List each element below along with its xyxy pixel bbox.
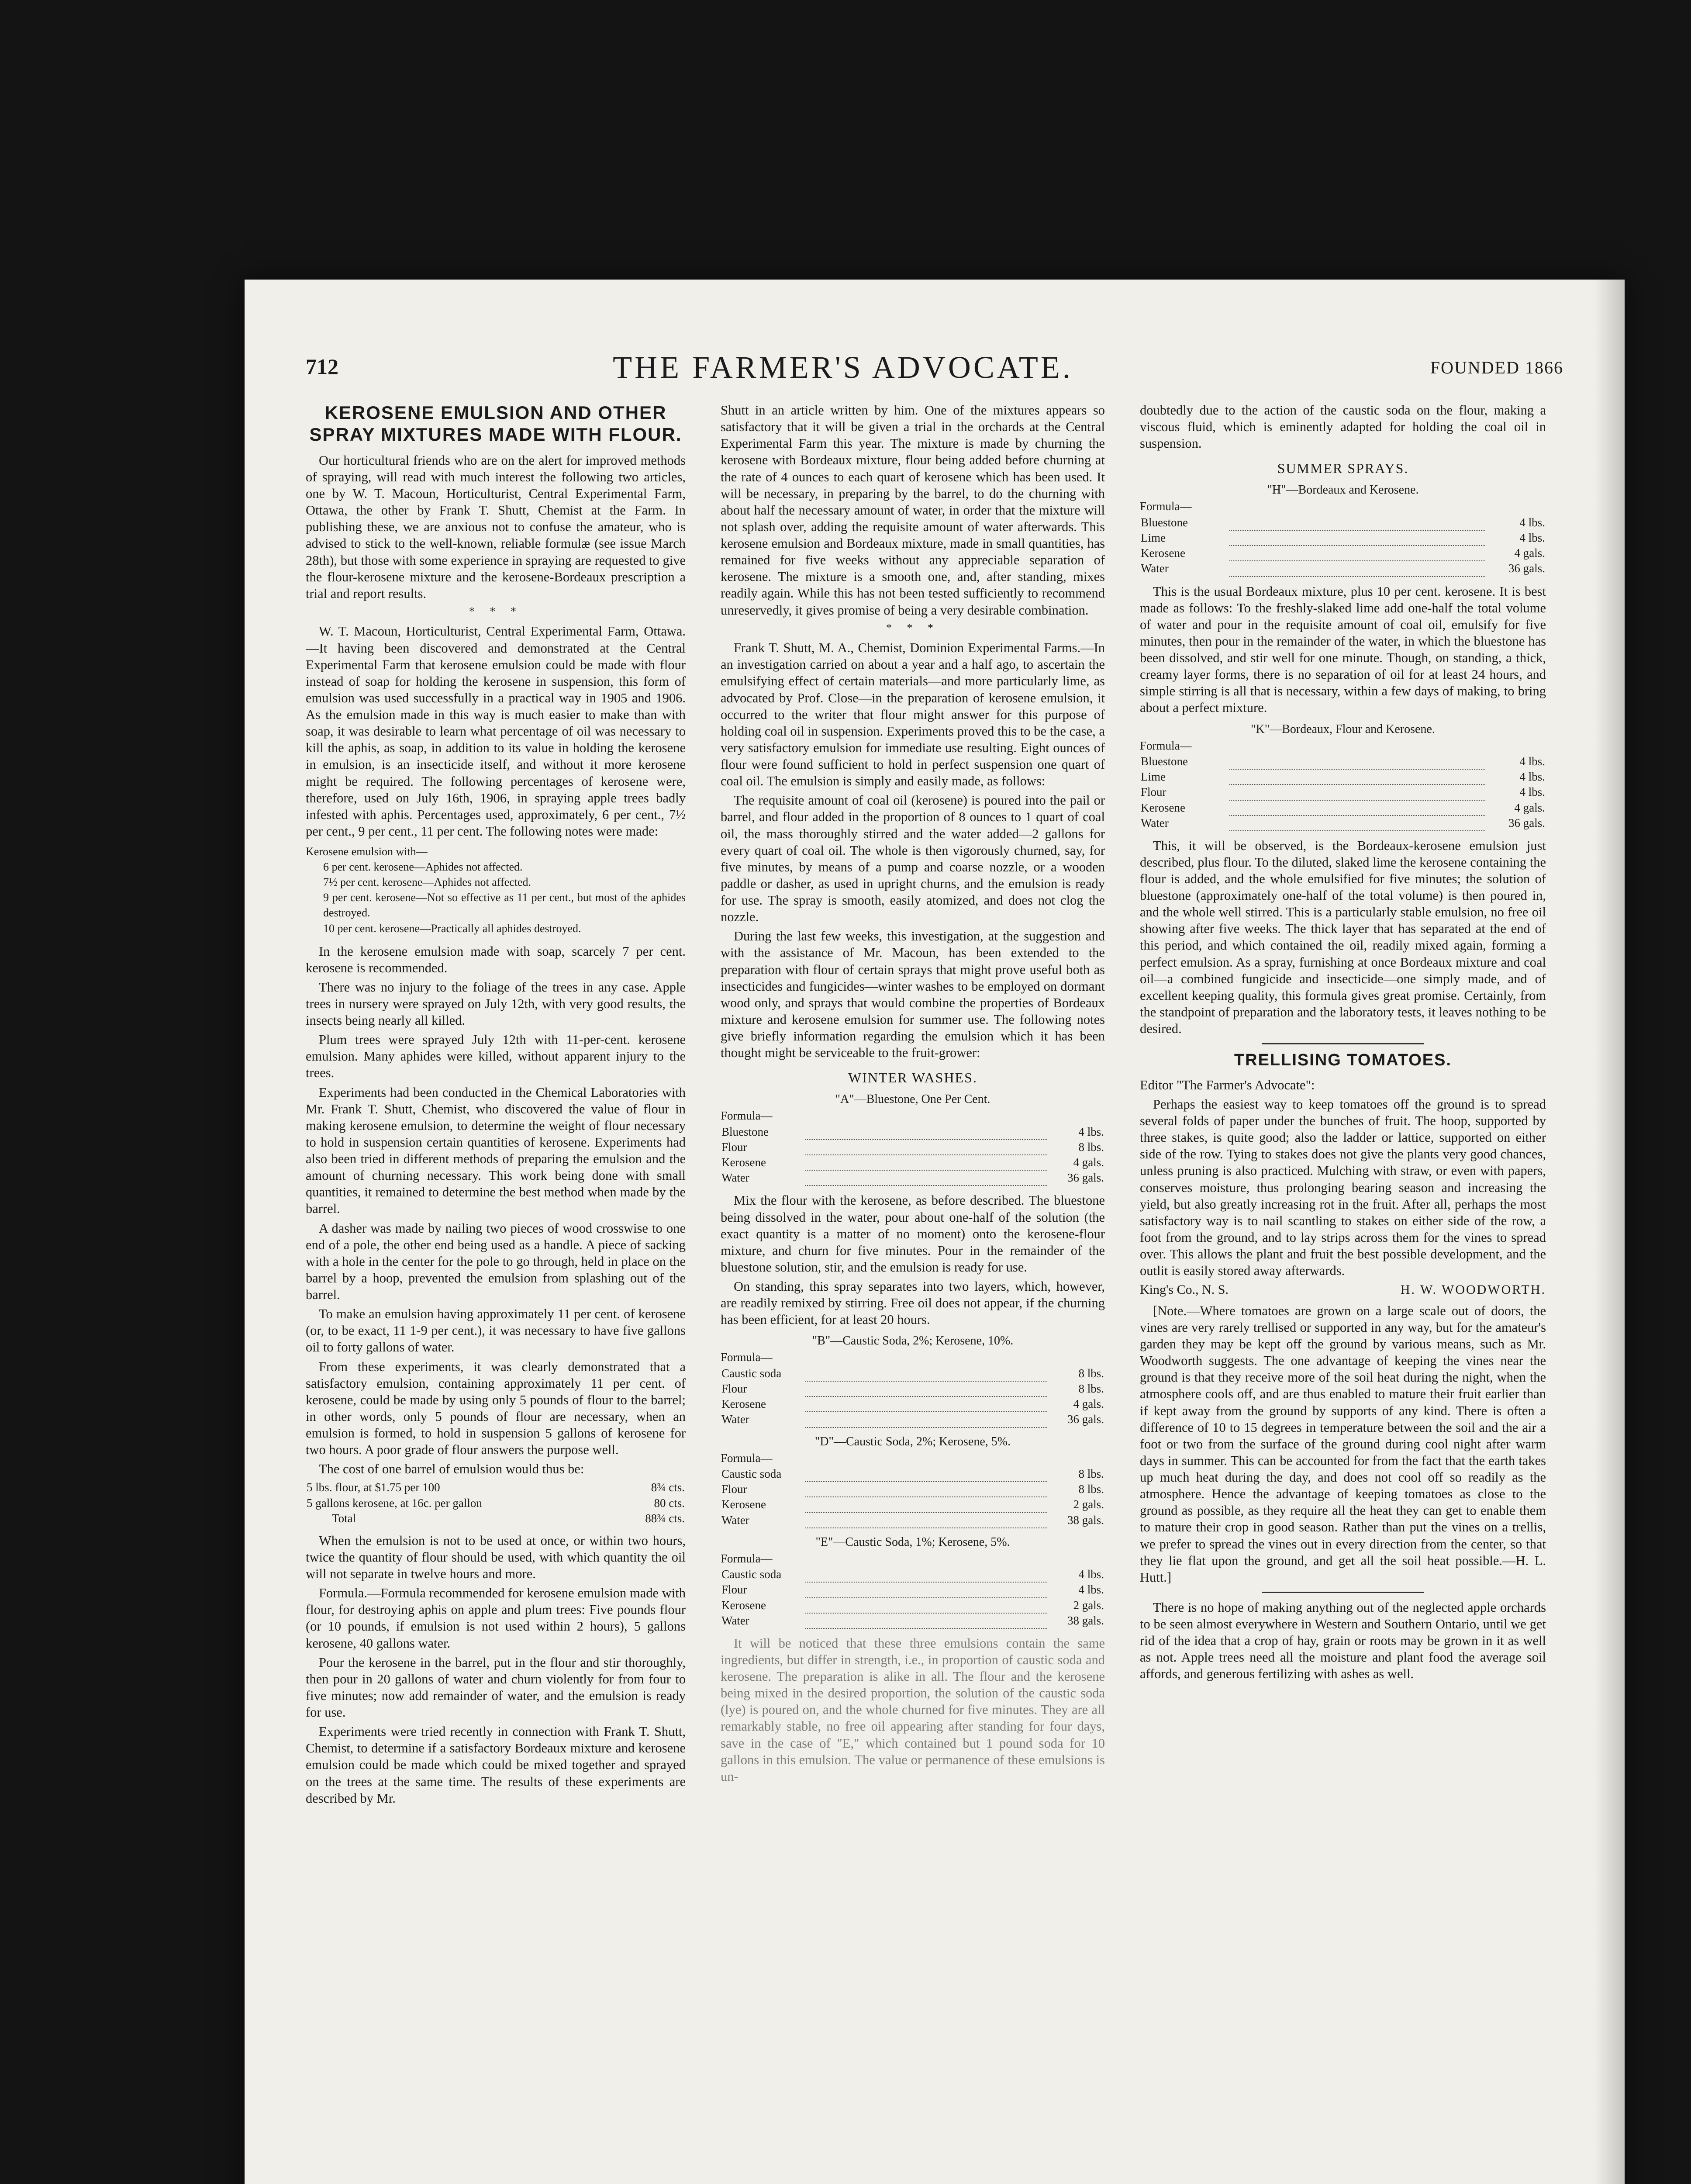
table-row — [721, 1598, 1105, 1613]
table-row — [721, 1412, 1105, 1427]
table-row — [721, 1497, 1105, 1512]
section-rule — [1262, 1592, 1424, 1593]
cost-item: Total — [332, 1511, 356, 1525]
cost-item: 5 gallons kerosene, at 16c. per gallon — [307, 1496, 482, 1510]
formula-e-table — [721, 1567, 1105, 1628]
formula-e-title: "E"—Caustic Soda, 1%; Kerosene, 5%. — [815, 1535, 1010, 1549]
ingredient-name: Kerosene — [721, 1598, 766, 1612]
leader-dots — [805, 1140, 1047, 1155]
formula-label: Formula— — [721, 1451, 773, 1465]
formula-label: Formula— — [1140, 739, 1192, 752]
table-row — [1140, 769, 1546, 784]
leader-dots — [805, 1482, 1047, 1497]
leader-dots — [805, 1598, 1047, 1613]
leader-dots — [1229, 561, 1485, 576]
intro-paragraph: Our horticultural friends who are on the alert for improved methods of spraying, will read with much interest the following two articles, one by W. T. Macoun, Horticulturist, Central Experimental Farm, Ottawa, the other by Frank T. Shutt, Chemist at the Farm. In publishing these, we are anxious not to confuse the amateur, who is advised to stick to the well-known, reliable formulæ (see issue March 28th), but those with some experience in spraying are requested to give the flour-kerosene mixture and the kerosene-Bordeaux prescription a trial and report results. — [306, 453, 686, 601]
table-row — [306, 1496, 686, 1511]
formula-label: Formula— — [721, 1109, 773, 1123]
cost-amount: 80 cts. — [654, 1496, 685, 1510]
ingredient-name: Flour — [1141, 785, 1166, 799]
section-separator: * * * — [886, 621, 939, 634]
page-edge-shadow — [1594, 280, 1625, 2184]
ingredient-name: Bluestone — [1141, 755, 1188, 768]
table-row — [721, 1582, 1105, 1597]
leader-dots — [805, 1613, 1047, 1628]
paragraph: Experiments had been conducted in the Chemical Laboratories with Mr. Frank T. Shutt, Chemist, who discovered the value of flour in making kerosene emulsion, to determine the weight of flour necessary to hold in suspension certain quantities of kerosene. Experiments had also been tried in different methods of preparing the emulsion and the amount of churning necessary. This work being done with small quantities, it remained to determine the best method when made by the barrel. — [306, 1085, 686, 1216]
paragraph: There is no hope of making anything out of the neglected apple orchards to be seen almost everywhere in Western and Southern Ontario, until we get rid of the idea that a crop of hay, grain or roots may be grown in it as well as not. Apple trees need all the moisture and plant food the average soil affords, and generous fertilizing with ashes as well. — [1140, 1600, 1546, 1682]
article-title-trellising: TRELLISING TOMATOES. — [1234, 1051, 1452, 1070]
ingredient-name: Kerosene — [721, 1397, 766, 1411]
leader-dots — [1229, 530, 1485, 546]
cost-item: 5 lbs. flour, at $1.75 per 100 — [307, 1481, 440, 1494]
section-rule — [1262, 1043, 1424, 1044]
ingredient-name: Flour — [721, 1382, 747, 1396]
column-2 — [721, 402, 1105, 2184]
table-row — [721, 1170, 1105, 1185]
leader-dots — [1229, 769, 1485, 784]
table-row — [721, 1366, 1105, 1381]
list-item: 7½ per cent. kerosene—Aphides not affected. — [323, 876, 531, 889]
page-header — [306, 349, 1563, 389]
table-row — [721, 1124, 1105, 1140]
ingredient-name: Caustic soda — [721, 1568, 782, 1581]
ingredient-amount: 4 lbs. — [1078, 1125, 1104, 1138]
ingredient-name: Water — [721, 1413, 749, 1426]
formula-d-table — [721, 1466, 1105, 1528]
paragraph: When the emulsion is not to be used at once, or within two hours, twice the quantity of flour should be used, with which quantity the oil will not separate in twelve hours and more. — [306, 1533, 686, 1581]
ingredient-amount: 8 lbs. — [1078, 1140, 1104, 1154]
table-row — [1140, 784, 1546, 800]
ingredient-amount: 4 lbs. — [1519, 785, 1545, 799]
cost-amount: 8¾ cts. — [651, 1481, 685, 1494]
ingredient-name: Bluestone — [721, 1125, 769, 1138]
paragraph: The cost of one barrel of emulsion would thus be: — [319, 1462, 584, 1477]
ingredient-amount: 2 gals. — [1073, 1498, 1104, 1511]
formula-label: Formula— — [721, 1351, 773, 1364]
leader-dots — [805, 1396, 1047, 1412]
ingredient-name: Flour — [721, 1482, 747, 1496]
ingredient-amount: 8 lbs. — [1078, 1367, 1104, 1380]
ingredient-amount: 36 gals. — [1508, 816, 1545, 829]
ingredient-name: Flour — [721, 1583, 747, 1597]
paragraph: Perhaps the easiest way to keep tomatoes off the ground is to spread several folds of paper under the bunches of fruit. The hoop, supported by three stakes, is quite good; also the ladder or lattice, supported on either side of the row. Tying to stakes does not give the plants very good chances, unless pruning is also practiced. Mulching with straw, or even with papers, conserves moisture, thus prolonging bearing season and increasing the yield, but also greatly increasing rot in the fruit. After all, perhaps the most satisfactory way is to nail scantling to stakes on either side of the row, a foot from the ground, and to lay strips across them for the vines to spread over. This allows the plant and fruit the best possible development, and the outlit is easily stored away afterwards. — [1140, 1096, 1546, 1279]
ingredient-amount: 4 lbs. — [1519, 531, 1545, 545]
ingredient-name: Lime — [1141, 531, 1166, 545]
ingredient-name: Kerosene — [721, 1498, 766, 1511]
column-3 — [1140, 402, 1546, 2184]
table-row — [721, 1482, 1105, 1497]
leader-dots — [805, 1155, 1047, 1170]
paragraph: This is the usual Bordeaux mixture, plus 10 per cent. kerosene. It is best made as follows: To the freshly-slaked lime add one-half the total volume of water and pour in the requisite amount of coal oil, emulsify for five minutes, then pour in the remainder of the water, in which the bluestone has been dissolved, and stir well for one minute. Though, on standing, a thick, creamy layer forms, there is no separation of oil for at least 24 hours, and simple stirring is all that is necessary, within a few days of making, to bring about a perfect mixture. — [1140, 584, 1546, 715]
table-row — [1140, 816, 1546, 831]
paragraph: Experiments were tried recently in connection with Frank T. Shutt, Chemist, to determine if a satisfactory Bordeaux mixture and kerosene emulsion could be made which could be mixed together and sprayed on the trees at the same time. The results of these experiments are described by Mr. — [306, 1724, 686, 1806]
formula-label: Formula— — [1140, 500, 1192, 513]
table-row — [721, 1396, 1105, 1412]
leader-dots — [805, 1466, 1047, 1482]
formula-b-title: "B"—Caustic Soda, 2%; Kerosene, 10%. — [812, 1334, 1014, 1348]
ingredient-name: Water — [1141, 816, 1169, 829]
formula-h-table — [1140, 515, 1546, 577]
table-row — [721, 1466, 1105, 1482]
paragraph: The requisite amount of coal oil (kerosene) is poured into the pail or barrel, and flour added in the proportion of 8 ounces to 1 quart of coal oil, the mass thoroughly stirred and the water added—2 gallons for every quart of coal oil. The whole is then vigorously churned, say, for five minutes, by means of a pump and coarse nozzle, or a wooden paddle or dasher, as used in upright churns, and the emulsion is ready for use. The spray is smooth, easily atomized, and does not clog the nozzle. — [721, 793, 1105, 925]
ingredient-amount: 4 gals. — [1514, 546, 1545, 560]
ingredient-name: Water — [721, 1171, 749, 1185]
paragraph: During the last few weeks, this investigation, at the suggestion and with the assistance of Mr. Macoun, has been extended to the preparation with flour of certain sprays that might prove useful both as insecticides and fungicides—winter washes to be employed on dormant wood only, and sprays that would combine the properties of Bordeaux mixture and kerosene emulsion for summer use. The following notes give briefly information regarding the emulsion which it has been thought might be serviceable to the fruit-grower: — [721, 929, 1105, 1061]
leader-dots — [805, 1366, 1047, 1381]
ingredient-amount: 4 lbs. — [1078, 1583, 1104, 1597]
table-row — [721, 1381, 1105, 1396]
leader-dots — [805, 1513, 1047, 1528]
formula-k-table — [1140, 754, 1546, 831]
list-item: 6 per cent. kerosene—Aphides not affected. — [323, 860, 523, 874]
macoun-paragraph-1: W. T. Macoun, Horticulturist, Central Experimental Farm, Ottawa.—It having been discovered and demonstrated at the Central Experimental Farm that kerosene emulsion could be made with flour instead of soap for holding the kerosene in suspension, this form of emulsion was used successfully in a practical way in 1905 and 1906. As the emulsion made in this way is much easier to make than with soap, it was desirable to learn what percentage of oil was necessary to kill the aphis, as soap, in addition to its value in holding the kerosene in emulsion, is an insecticide itself, and without it more kerosene might be required. The following percentages of kerosene were, therefore, used on July 16th, 1906, in spraying apple trees badly infested with aphis. Percentages used, approximately, 6 per cent., 7½ per cent., 9 per cent., 11 per cent. The following notes were made: — [306, 624, 686, 839]
formula-d-title: "D"—Caustic Soda, 2%; Kerosene, 5%. — [814, 1434, 1011, 1448]
leader-dots — [1229, 800, 1485, 816]
leader-dots — [805, 1582, 1047, 1597]
paragraph: Formula.—Formula recommended for kerosene emulsion made with flour, for destroying aphis on apple and plum trees: Five pounds flour (or 10 pounds, if emulsion is not used within 2 hours), 5 gallons kerosene, 40 gallons water. — [306, 1586, 686, 1651]
newspaper-page — [245, 280, 1625, 2184]
leader-dots — [1229, 816, 1485, 831]
ingredient-amount: 38 gals. — [1067, 1614, 1104, 1627]
leader-dots — [1229, 784, 1485, 800]
table-row — [721, 1567, 1105, 1582]
ingredient-name: Lime — [1141, 770, 1166, 784]
formula-label: Formula— — [721, 1552, 773, 1565]
ingredient-amount: 4 gals. — [1514, 801, 1545, 814]
formula-b-table — [721, 1366, 1105, 1427]
table-row — [721, 1613, 1105, 1628]
ingredient-name: Water — [721, 1513, 749, 1527]
table-row — [721, 1140, 1105, 1155]
winter-washes-heading: WINTER WASHES. — [848, 1070, 977, 1086]
table-row — [1140, 754, 1546, 769]
shutt-paragraph-1: Frank T. Shutt, M. A., Chemist, Dominion Experimental Farms.—In an investigation carried on about a year and a half ago, to ascertain the emulsifying effect of certain materials—and more particularly lime, as advocated by Prof. Close—in the preparation of kerosene emulsion, it occurred to the writer that flour might answer for this purpose of holding coal oil in suspension. Experiments proved this to be the case, a very satisfactory emulsion for immediate use resulting. Eight ounces of flour were found sufficient to hold in perfect suspension one quart of coal oil. The emulsion is simply and easily made, as follows: — [721, 640, 1105, 789]
table-row — [1140, 561, 1546, 576]
editor-note: [Note.—Where tomatoes are grown on a large scale out of doors, the vines are very rarely trellised or supported in any way, but for the amateur's garden they may be kept off the ground by various means, such as Mr. Woodworth suggests. The one advantage of keeping the vines near the ground is that they receive more of the soil heat during the night, when the atmosphere cools off, and are thus enabled to mature their fruit earlier than if kept away from the ground by supports of any kind. There is often a difference of 10 to 15 degrees in temperature between the soil and the air a foot or two from the surface of the ground during cool night after warm days in summer. This can be accounted for from the fact that the earth takes up much heat during the day, and does not cool off so readily as the atmosphere. Hence the advantage of keeping tomatoes as close to the ground as possible, as they require all the heat they can get to enable them to mature their crop in good season. Rather than put the vines on a trellis, we prefer to spread the vines out in every direction from the center, so that they lie flat upon the ground, and get all the soil heat possible.—H. L. Hutt.] — [1140, 1303, 1546, 1585]
kerosene-percentage-list — [306, 844, 686, 936]
ingredient-amount: 36 gals. — [1067, 1171, 1104, 1185]
signature-author: H. W. WOODWORTH. — [1400, 1282, 1546, 1297]
ingredient-amount: 4 gals. — [1073, 1156, 1104, 1169]
ingredient-amount: 2 gals. — [1073, 1598, 1104, 1612]
table-row — [721, 1513, 1105, 1528]
ingredient-amount: 8 lbs. — [1078, 1382, 1104, 1396]
ingredient-amount: 36 gals. — [1067, 1413, 1104, 1426]
formula-h-title: "H"—Bordeaux and Kerosene. — [1267, 483, 1419, 497]
ingredient-amount: 4 gals. — [1073, 1397, 1104, 1411]
ingredient-name: Caustic soda — [721, 1367, 782, 1380]
paragraph: A dasher was made by nailing two pieces of wood crosswise to one end of a pole, the other end being used as a handle. A piece of sacking with a hole in the center for the pole to go through, held in place on the barrel by a hoop, prevented the emulsion from splashing out of the barrel. — [306, 1220, 686, 1303]
paragraph: To make an emulsion having approximately 11 per cent. of kerosene (or, to be exact, 11 1-9 per cent.), it was necessary to have five gallons oil to forty gallons of water. — [306, 1306, 686, 1355]
table-row — [306, 1511, 686, 1526]
leader-dots — [1229, 515, 1485, 530]
table-row — [1140, 515, 1546, 530]
leader-dots — [805, 1497, 1047, 1512]
founded-label: FOUNDED 1866 — [1430, 358, 1563, 377]
signature-line — [1140, 1282, 1546, 1298]
formula-a-title: "A"—Bluestone, One Per Cent. — [835, 1092, 990, 1106]
ingredient-name: Kerosene — [1141, 801, 1185, 814]
summer-sprays-heading: SUMMER SPRAYS. — [1277, 460, 1409, 477]
paragraph: This, it will be observed, is the Bordeaux-kerosene emulsion just described, plus flour. To the diluted, slaked lime the kerosene containing the flour is added, and the whole emulsified for five minutes; the solution of bluestone (approximately one-half of the total volume) is then poured in, and the whole well stirred. This is a particularly stable emulsion, no free oil showing after five weeks. The thick layer that has separated at the end of this period, and which contained the oil, readily mixed again, forming a perfect emulsion. As a spray, furnishing at once Bordeaux mixture and coal oil—a combined fungicide and insecticide—one simply made, and of excellent keeping quality, this formula gives great promise. Certainly, from the standpoint of preparation and the laboratory tests, it leaves nothing to be desired. — [1140, 838, 1546, 1037]
column-1 — [306, 402, 686, 2184]
ingredient-amount: 4 lbs. — [1519, 770, 1545, 784]
ingredient-name: Kerosene — [721, 1156, 766, 1169]
ingredient-name: Kerosene — [1141, 546, 1185, 560]
article-title-kerosene: KEROSENE EMULSION AND OTHER SPRAY MIXTURES MADE WITH FLOUR. — [309, 402, 682, 445]
ingredient-name: Water — [721, 1614, 749, 1627]
ingredient-name: Water — [1141, 562, 1169, 575]
leader-dots — [805, 1567, 1047, 1582]
table-row — [1140, 546, 1546, 561]
leader-dots — [805, 1170, 1047, 1185]
section-separator: * * * — [469, 605, 522, 618]
ingredient-amount: 8 lbs. — [1078, 1482, 1104, 1496]
paragraph: From these experiments, it was clearly demonstrated that a satisfactory emulsion, containing approximately 11 per cent. of kerosene, could be made by using only 5 pounds of flour to the barrel; in other words, only 5 pounds of flour are necessary, when an emulsion is formed, to hold in suspension 5 gallons of kerosene for two hours. A poor grade of flour answers the purpose well. — [306, 1359, 686, 1458]
masthead-title: THE FARMER'S ADVOCATE. — [613, 350, 1073, 385]
leader-dots — [805, 1412, 1047, 1427]
ingredient-amount: 4 lbs. — [1078, 1568, 1104, 1581]
ingredient-amount: 8 lbs. — [1078, 1467, 1104, 1481]
paragraph: doubtedly due to the action of the caustic soda on the flour, making a viscous fluid, which is eminently adapted for holding the coal oil in suspension. — [1140, 403, 1546, 451]
list-heading: Kerosene emulsion with— — [306, 845, 428, 858]
paragraph: Shutt in an article written by him. One of the mixtures appears so satisfactory that it will be given a trial in the orchards at the Central Experimental Farm this year. The mixture is made by churning the kerosene with Bordeaux mixture, flour being added before churning at the rate of 4 ounces to each quart of kerosene which has been used. It will be necessary, in preparing by the barrel, to do the churning with about half the necessary amount of water, in order that the mixture will not splash over, adding the requisite amount of water afterwards. This kerosene emulsion and Bordeaux mixture, made in small quantities, has remained for five weeks without any appreciable separation of kerosene. The mixture is a smooth one, and, after standing, mixes readily again. While this has not been tested sufficiently to recommend unreservedly, it gives promise of being a very desirable combination. — [721, 403, 1105, 618]
list-item: 9 per cent. kerosene—Not so effective as 11 per cent., but most of the aphides destroyed. — [323, 891, 686, 919]
formula-a-table — [721, 1124, 1105, 1186]
paragraph: It will be noticed that these three emulsions contain the same ingredients, but differ in strength, i.e., in proportion of caustic soda and kerosene. The preparation is alike in all. The flour and the kerosene being mixed in the desired proportion, the solution of the caustic soda (lye) is poured on, and the whole churned for five minutes. They are all remarkably stable, no free oil appearing after standing for four days, save in the case of "E," which contained but 1 pound soda for 10 gallons in this emulsion. The value or permanence of these emulsions is un- — [721, 1635, 1105, 1784]
leader-dots — [1229, 754, 1485, 769]
cost-table — [306, 1480, 686, 1526]
ingredient-amount: 4 lbs. — [1519, 516, 1545, 529]
table-row — [1140, 530, 1546, 546]
paragraph: Pour the kerosene in the barrel, put in the flour and stir thoroughly, then pour in 20 gallons of water and churn violently for from four to five minutes; now add remainder of water, and the emulsion is ready for use. — [306, 1655, 686, 1720]
ingredient-name: Caustic soda — [721, 1467, 782, 1481]
ingredient-amount: 4 lbs. — [1519, 755, 1545, 768]
ingredient-amount: 36 gals. — [1508, 562, 1545, 575]
salutation: Editor "The Farmer's Advocate": — [1140, 1077, 1315, 1092]
page-number: 712 — [306, 354, 338, 379]
leader-dots — [805, 1124, 1047, 1140]
table-row — [1140, 800, 1546, 816]
leader-dots — [1229, 546, 1485, 561]
paragraph: There was no injury to the foliage of the trees in any case. Apple trees in nursery were sprayed on July 12th, with very good results, the insects being nearly all killed. — [306, 979, 686, 1028]
ingredient-amount: 38 gals. — [1067, 1513, 1104, 1527]
signature-place: King's Co., N. S. — [1140, 1282, 1229, 1297]
paragraph: Mix the flour with the kerosene, as before described. The bluestone being dissolved in the water, pour about one-half of the solution (the exact quantity is a matter of no moment) onto the kerosene-flour mixture, and churn for five minutes. Pour in the remainder of the bluestone solution, stir, and the emulsion is ready for use. — [721, 1193, 1105, 1275]
ingredient-name: Flour — [721, 1140, 747, 1154]
table-row — [306, 1480, 686, 1495]
paragraph: On standing, this spray separates into two layers, which, however, are readily remixed by stirring. Free oil does not appear, if the churning has been efficient, for at least 20 hours. — [721, 1279, 1105, 1327]
paragraph: In the kerosene emulsion made with soap, scarcely 7 per cent. kerosene is recommended. — [306, 943, 686, 975]
cost-amount: 88¾ cts. — [645, 1511, 685, 1525]
list-item: 10 per cent. kerosene—Practically all aphides destroyed. — [323, 922, 581, 935]
table-row — [721, 1155, 1105, 1170]
formula-k-title: "K"—Bordeaux, Flour and Kerosene. — [1251, 722, 1435, 736]
leader-dots — [805, 1381, 1047, 1396]
ingredient-name: Bluestone — [1141, 516, 1188, 529]
paragraph: Plum trees were sprayed July 12th with 11-per-cent. kerosene emulsion. Many aphides were killed, without apparent injury to the trees. — [306, 1032, 686, 1081]
